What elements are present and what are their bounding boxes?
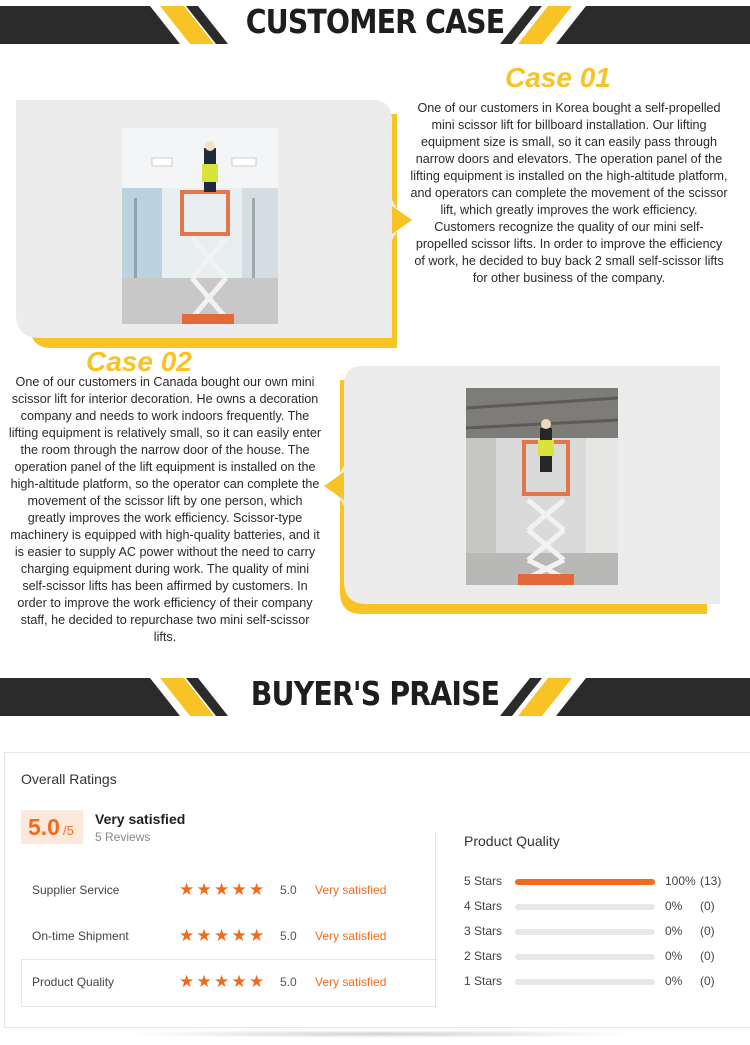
ratings-panel bbox=[4, 752, 750, 1028]
case1-text: One of our customers in Korea bought a self-propelled mini scissor lift for billboard installation. Our lifting equipment size is small, so it can easily pass through narrow doors and elevators. The operation panel of the lifting equipment is installed on the high-altitude platform, and operators can complete the movement of the scissor lift, which greatly improves the work efficiency. Customers recognize the quality of our mini self-propelled scissor lifts. In order to improve the efficiency of work, he decided to buy back 2 small self-scissor lifts for other business of the company. bbox=[410, 101, 728, 285]
quality-bar-count: (0) bbox=[700, 949, 715, 963]
quality-bar-track bbox=[515, 929, 655, 935]
star-icon: ★ bbox=[196, 972, 212, 991]
star-icon: ★ bbox=[179, 880, 195, 899]
panel-shadow bbox=[120, 1030, 640, 1038]
score-suffix: /5 bbox=[63, 823, 74, 838]
rating-row-label: On-time Shipment bbox=[32, 929, 129, 943]
rating-row-value: 5.0 bbox=[280, 929, 297, 943]
buyers-praise-banner bbox=[0, 672, 750, 720]
rating-row-label: Supplier Service bbox=[32, 883, 120, 897]
case2-text: One of our customers in Canada bought our own mini scissor lift for interior decoration. He owns a decoration company and needs to work indoors frequently. The lifting equipment is relatively small, so it can easily enter the room through the narrow door of the house. The operation panel of the lift equipment is installed on the high-altitude platform, so the operator can complete the movement of the scissor lift by one person, which greatly improves the work efficiency. Scissor-type machinery is equipped with high-quality batteries, and it is easier to supply AC power without the need to carry charging equipment during work. The quality of mini self-scissor lifts has been affirmed by customers. In order to improve the work efficiency of their company staff, he decided to repurchase two mini self-scissor lifts. bbox=[8, 375, 322, 644]
quality-bar-count: (0) bbox=[700, 899, 715, 913]
quality-bar-count: (13) bbox=[700, 874, 722, 888]
quality-bar-percent: 0% bbox=[665, 899, 683, 913]
section-title: BUYER'S PRAISE bbox=[250, 674, 500, 713]
quality-bar-fill bbox=[515, 879, 655, 885]
case1-photo-card bbox=[12, 100, 412, 350]
summary-verdict: Very satisfied bbox=[95, 811, 186, 827]
quality-bar-count: (0) bbox=[700, 974, 715, 988]
product-quality-heading: Product Quality bbox=[464, 833, 560, 849]
rating-row-value: 5.0 bbox=[280, 883, 297, 897]
quality-bar-track bbox=[515, 904, 655, 910]
case2-photo bbox=[466, 388, 618, 585]
star-icon: ★ bbox=[249, 926, 265, 945]
star-icon: ★ bbox=[196, 926, 212, 945]
star-icon: ★ bbox=[214, 972, 230, 991]
rating-row-verdict: Very satisfied bbox=[315, 883, 387, 897]
rating-row-verdict: Very satisfied bbox=[315, 975, 387, 989]
star-icon: ★ bbox=[249, 972, 265, 991]
quality-bar-track bbox=[515, 954, 655, 960]
rating-row-label: Product Quality bbox=[32, 975, 115, 989]
star-icon: ★ bbox=[179, 926, 195, 945]
star-icon: ★ bbox=[214, 880, 230, 899]
quality-bar-percent: 0% bbox=[665, 974, 683, 988]
case2-title: Case 02 bbox=[86, 346, 192, 377]
review-count: 5 Reviews bbox=[95, 830, 151, 844]
row-highlight bbox=[21, 959, 437, 1007]
quality-bar-percent: 0% bbox=[665, 924, 683, 938]
rating-row-verdict: Very satisfied bbox=[315, 929, 387, 943]
star-icon: ★ bbox=[231, 926, 247, 945]
score-value: 5.0 bbox=[28, 814, 60, 840]
quality-bar-track bbox=[515, 979, 655, 985]
quality-bar-label: 3 Stars bbox=[464, 924, 503, 938]
quality-bar-label: 4 Stars bbox=[464, 899, 503, 913]
quality-bar-percent: 0% bbox=[665, 949, 683, 963]
star-icon: ★ bbox=[231, 972, 247, 991]
case1-title: Case 01 bbox=[505, 62, 611, 93]
quality-bar-label: 2 Stars bbox=[464, 949, 503, 963]
overall-ratings-heading: Overall Ratings bbox=[21, 771, 117, 787]
score-badge bbox=[21, 810, 83, 844]
star-icon: ★ bbox=[249, 880, 265, 899]
rating-row bbox=[5, 881, 435, 901]
case2-photo-card bbox=[322, 366, 722, 616]
customer-case-banner bbox=[0, 0, 750, 48]
quality-bar-percent: 100% bbox=[665, 874, 696, 888]
rating-row bbox=[5, 927, 435, 947]
star-icon: ★ bbox=[196, 880, 212, 899]
quality-bar-label: 5 Stars bbox=[464, 874, 503, 888]
quality-bar-track bbox=[515, 879, 655, 885]
star-icon: ★ bbox=[179, 972, 195, 991]
star-icon: ★ bbox=[214, 926, 230, 945]
rating-row-value: 5.0 bbox=[280, 975, 297, 989]
quality-bar-label: 1 Stars bbox=[464, 974, 503, 988]
star-icon: ★ bbox=[231, 880, 247, 899]
case1-photo bbox=[122, 128, 278, 324]
section-title: CUSTOMER CASE bbox=[245, 2, 505, 41]
quality-bar-count: (0) bbox=[700, 924, 715, 938]
